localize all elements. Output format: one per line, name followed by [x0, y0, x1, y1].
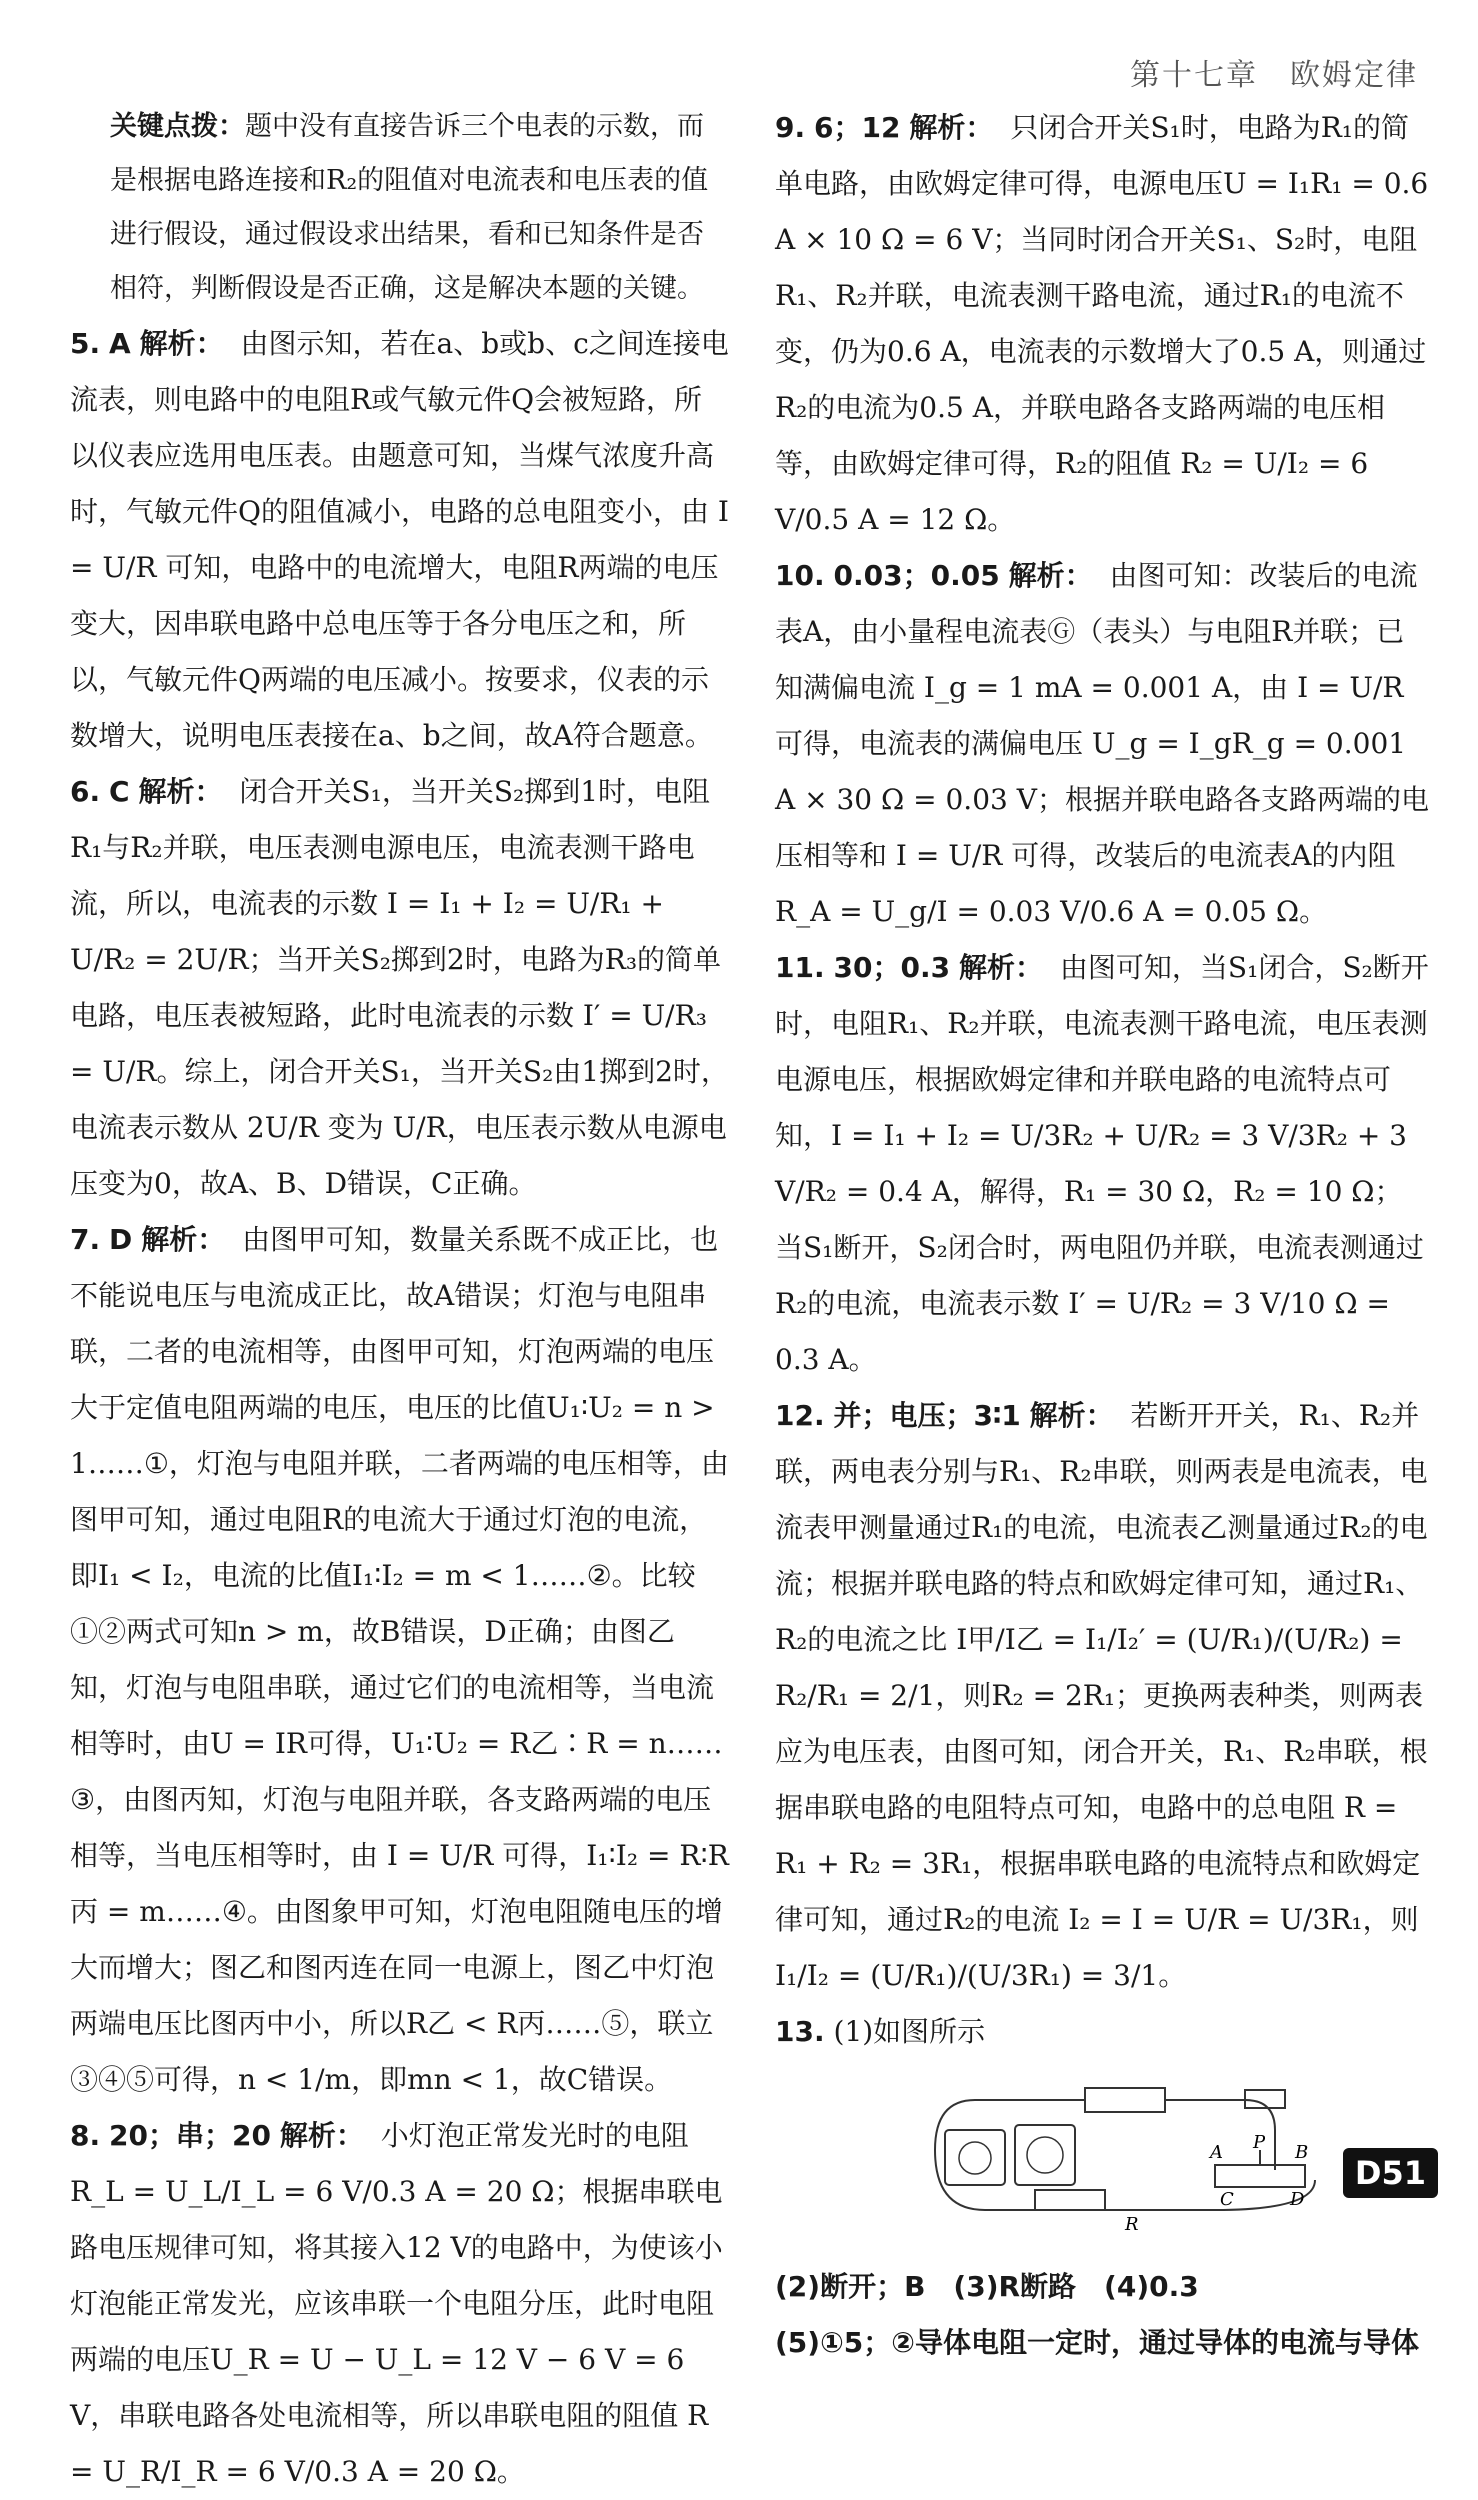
wire-top	[975, 2100, 1275, 2170]
analysis-label: 解析：	[279, 2119, 364, 2152]
question-13-tail	[775, 2259, 1430, 2371]
question-number: 6.	[70, 775, 101, 808]
label-r: R	[1125, 2214, 1139, 2235]
label-a: A	[1210, 2142, 1223, 2163]
analysis-label: 解析：	[138, 775, 223, 808]
question-9	[775, 100, 1430, 548]
voltmeter-dial	[1027, 2137, 1063, 2173]
analysis-label: 解析：	[1008, 559, 1093, 592]
circuit-figure	[915, 2070, 1335, 2240]
analysis-text: 由图可知：改装后的电流表A，由小量程电流表Ⓖ（表头）与电阻R并联；已知满偏电流 I_g = 1 mA = 0.001 A，由 I = U/R 可得，电流表的满偏电压 U_g = I_gR_g = 0.001 A × 30 Ω = 0.03 V；根据并联电路各支路两端的电压相等和 I = U/R 可得，改装后的电流表A的内阻 R_A = U_g/I = 0.03 V/0.6 A = 0.05 Ω。	[775, 559, 1429, 928]
battery	[1085, 2088, 1165, 2112]
analysis-text: 小灯泡正常发光时的电阻 R_L = U_L/I_L = 6 V/0.3 A = 20 Ω；根据串联电路电压规律可知，将其接入12 V的电路中，为使该小灯泡能正常发光，应该串联一个电阻分压，此时电阻两端的电压U_R = U − U_L = 12 V − 6 V = 6 V，串联电路各处电流相等，所以串联电阻的阻值 R = U_R/I_R = 6 V/0.3 A = 20 Ω。	[70, 2119, 723, 2488]
analysis-text: 闭合开关S₁，当开关S₂掷到1时，电阻R₁与R₂并联，电压表测电源电压，电流表测干路电流，所以，电流表的示数 I = I₁ + I₂ = U/R₁ + U/R₂ = 2U/R；当开关S₂掷到2时，电路为R₃的简单电路，电压表被短路，此时电流表的示数 I′ = U/R₃ = U/R。综上，闭合开关S₁，当开关S₂由1掷到2时，电流表示数从 2U/R 变为 U/R，电压表示数从电源电压变为0，故A、B、D错误，C正确。	[70, 775, 729, 1200]
voltmeter	[1015, 2125, 1075, 2185]
question-12	[775, 1388, 1430, 2004]
analysis-label: 解析：	[959, 951, 1044, 984]
question-number: 10.	[775, 559, 825, 592]
question-number: 7.	[70, 1223, 101, 1256]
question-5	[70, 316, 730, 764]
left-column	[70, 100, 730, 2500]
question-number: 11.	[775, 951, 825, 984]
label-b: B	[1295, 2142, 1309, 2163]
analysis-label: 解析：	[139, 327, 224, 360]
q13-answers-2: (5)①5；②导体电阻一定时，通过导体的电流与导体	[775, 2326, 1419, 2359]
label-c: C	[1220, 2189, 1234, 2210]
label-d: D	[1290, 2189, 1305, 2210]
question-10	[775, 548, 1430, 940]
question-number: 13.	[775, 2015, 825, 2048]
question-6	[70, 764, 730, 1212]
analysis-text: 由图示知，若在a、b或b、c之间连接电流表，则电路中的电阻R或气敏元件Q会被短路，所以仪表应选用电压表。由题意可知，当煤气浓度升高时，气敏元件Q的阻值减小，电路的总电阻变小，由 I = U/R 可知，电路中的电流增大，电阻R两端的电压变大，因串联电路中总电压等于各分电压之和，所以，气敏元件Q两端的电压减小。按要求，仪表的示数增大，说明电压表接在a、b之间，故A符合题意。	[70, 327, 729, 752]
answer: 并；电压；3∶1	[833, 1399, 1021, 1432]
rheostat	[1215, 2165, 1305, 2187]
question-13	[775, 2004, 1430, 2060]
page-number: D51	[1343, 2148, 1438, 2198]
analysis-label: 解析：	[909, 111, 994, 144]
question-number: 12.	[775, 1399, 825, 1432]
answer: C	[109, 775, 130, 808]
key-tip-text: 题中没有直接告诉三个电表的示数，而是根据电路连接和R₂的阻值对电流表和电压表的值进行假设，通过假设求出结果，看和已知条件是否相符，判断假设是否正确，这是解决本题的关键。	[110, 111, 709, 304]
question-number: 9.	[775, 111, 806, 144]
question-7	[70, 1212, 730, 2108]
chapter-header: 第十七章 欧姆定律	[1130, 58, 1418, 93]
analysis-label: 解析：	[1029, 1399, 1114, 1432]
ammeter-dial	[959, 2142, 991, 2174]
resistor-r	[1035, 2190, 1105, 2210]
answer: 20；串；20	[109, 2119, 271, 2152]
analysis-text: (1)如图所示	[833, 2015, 986, 2048]
question-11	[775, 940, 1430, 1388]
analysis-text: 由图甲可知，数量关系既不成正比，也不能说电压与电流成正比，故A错误；灯泡与电阻串联，二者的电流相等，由图甲可知，灯泡两端的电压大于定值电阻两端的电压，电压的比值U₁∶U₂ = n > 1……①，灯泡与电阻并联，二者两端的电压相等，由图甲可知，通过电阻R的电流大于通过灯泡的电流，即I₁ < I₂，电流的比值I₁∶I₂ = m < 1……②。比较①②两式可知n > m，故B错误，D正确；由图乙知，灯泡与电阻串联，通过它们的电流相等，当电流相等时，由U = IR可得，U₁∶U₂ = R乙∶R = n……③，由图丙知，灯泡与电阻并联，各支路两端的电压相等，当电压相等时，由 I = U/R 可得，I₁∶I₂ = R∶R丙 = m……④。由图象甲可知，灯泡电阻随电压的增大而增大；图乙和图丙连在同一电源上，图乙中灯泡两端电压比图丙中小，所以R乙 < R丙……⑤，联立③④⑤可得，n < 1/m，即mn < 1，故C错误。	[70, 1223, 729, 2096]
answer: 6；12	[814, 111, 901, 144]
label-p: P	[1253, 2132, 1266, 2153]
answer: 30；0.3	[833, 951, 951, 984]
answer: A	[109, 327, 131, 360]
wire-loop	[935, 2100, 1315, 2210]
key-tip	[70, 100, 730, 316]
key-tip-label: 关键点拨：	[110, 111, 245, 142]
q13-answers-1: (2)断开；B (3)R断路 (4)0.3	[775, 2270, 1199, 2303]
analysis-text: 只闭合开关S₁时，电路为R₁的简单电路，由欧姆定律可得，电源电压U = I₁R₁ = 0.6 A × 10 Ω = 6 V；当同时闭合开关S₁、S₂时，电阻R₁、R₂并联，电流表测干路电流，通过R₁的电流不变，仍为0.6 A，电流表的示数增大了0.5 A，则通过R₂的电流为0.5 A，并联电路各支路两端的电压相等，由欧姆定律可得，R₂的阻值 R₂ = U/I₂ = 6 V/0.5 A = 12 Ω。	[775, 111, 1429, 536]
answer: D	[109, 1223, 133, 1256]
answer: 0.03；0.05	[833, 559, 1000, 592]
question-number: 5.	[70, 327, 101, 360]
analysis-label: 解析：	[141, 1223, 226, 1256]
ammeter	[945, 2130, 1005, 2185]
analysis-text: 由图可知，当S₁闭合，S₂断开时，电阻R₁、R₂并联，电流表测干路电流，电压表测电源电压，根据欧姆定律和并联电路的电流特点可知，I = I₁ + I₂ = U/3R₂ + U/R₂ = 3 V/3R₂ + 3 V/R₂ = 0.4 A，解得，R₁ = 30 Ω，R₂ = 10 Ω；当S₁断开，S₂闭合时，两电阻仍并联，电流表测通过R₂的电流，电流表示数 I′ = U/R₂ = 3 V/10 Ω = 0.3 A。	[775, 951, 1429, 1376]
question-8	[70, 2108, 730, 2500]
analysis-text: 若断开开关，R₁、R₂并联，两电表分别与R₁、R₂串联，则两表是电流表，电流表甲测量通过R₁的电流，电流表乙测量通过R₂的电流；根据并联电路的特点和欧姆定律可知，通过R₁、R₂的电流之比 I甲/I乙 = I₁/I₂′ = (U/R₁)/(U/R₂) = R₂/R₁ = 2/1，则R₂ = 2R₁；更换两表种类，则两表应为电压表，由图可知，闭合开关，R₁、R₂串联，根据串联电路的电阻特点可知，电路中的总电阻 R = R₁ + R₂ = 3R₁，根据串联电路的电流特点和欧姆定律可知，通过R₂的电流 I₂ = I = U/R = U/3R₁，则 I₁/I₂ = (U/R₁)/(U/3R₁) = 3/1。	[775, 1399, 1428, 1992]
right-column	[775, 100, 1430, 2371]
question-number: 8.	[70, 2119, 101, 2152]
